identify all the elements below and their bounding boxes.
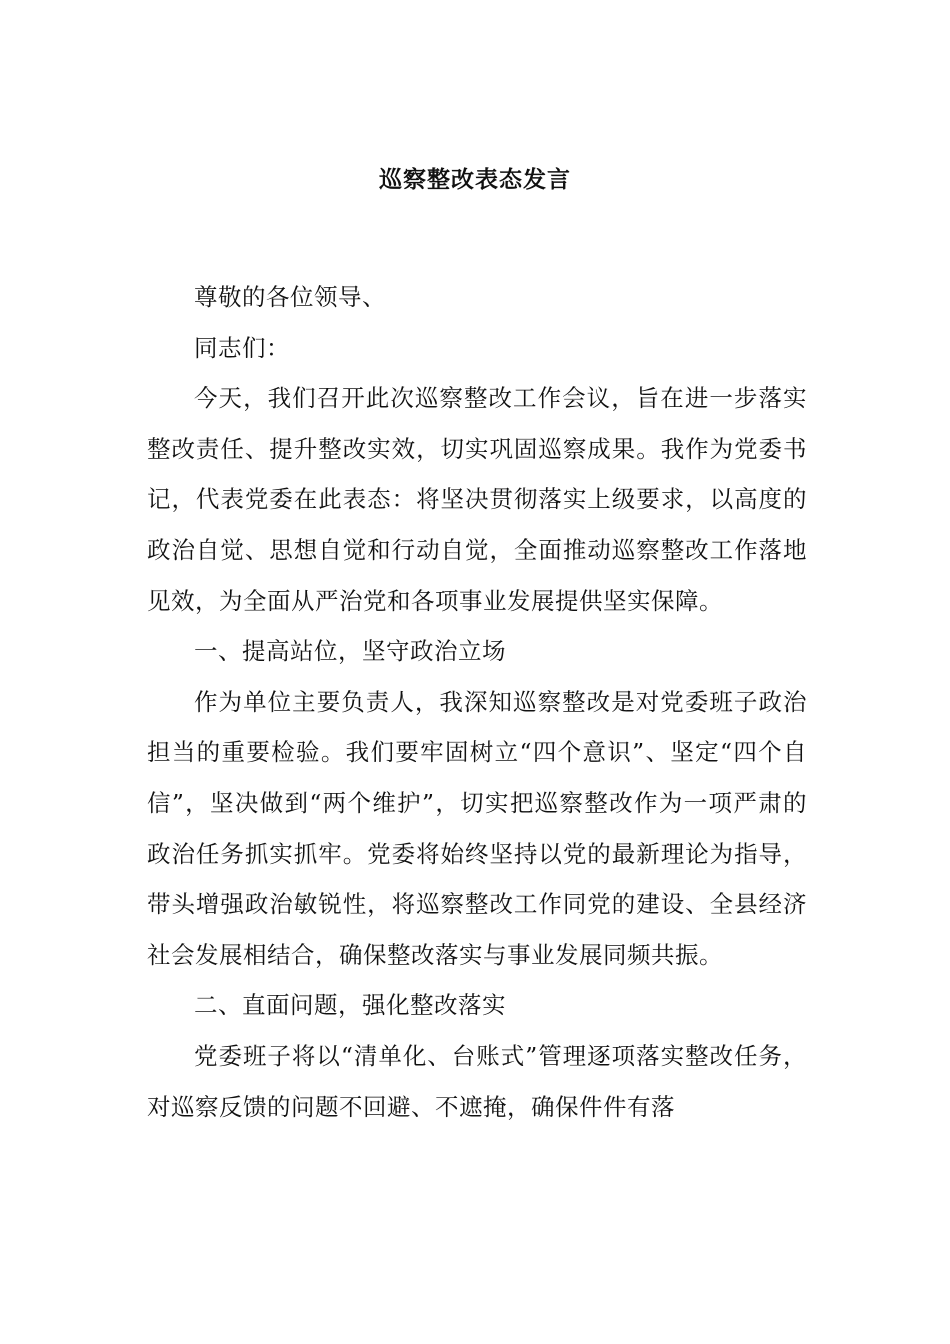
section-heading-1: 一、提高站位，坚守政治立场 xyxy=(194,637,506,666)
salutation-line-1: 尊敬的各位领导、 xyxy=(194,283,386,311)
section-heading-2: 二、直面问题，强化整改落实 xyxy=(194,991,506,1020)
paragraph-intro: 今天，我们召开此次巡察整改工作会议，旨在进一步落实整改责任、提升整改实效，切实巩固巡察成果。我作为党委书记，代表党委在此表态：将坚决贯彻落实上级要求，以高度的政治自觉、思想自觉和行动自觉，全面推动巡察整改工作落地见效，为全面从严治党和各项事业发展提供坚实保障。 xyxy=(147,384,807,615)
salutation-line-2: 同志们： xyxy=(194,333,290,362)
document-title: 巡察整改表态发言 xyxy=(379,166,571,193)
paragraph-section-1: 作为单位主要负责人，我深知巡察整改是对党委班子政治担当的重要检验。我们要牢固树立“四个意识”、坚定“四个自信”，坚决做到“两个维护”，切实把巡察整改作为一项严肃的政治任务抓实抓牢。党委将始终坚持以党的最新理论为指导，带头增强政治敏锐性，将巡察整改工作同党的建设、全县经济社会发展相结合，确保整改落实与事业发展同频共振。 xyxy=(147,687,807,969)
paragraph-section-2: 党委班子将以“清单化、台账式”管理逐项落实整改任务，对巡察反馈的问题不回避、不遮掩，确保件件有落 xyxy=(147,1041,807,1121)
document-body xyxy=(147,272,807,1132)
